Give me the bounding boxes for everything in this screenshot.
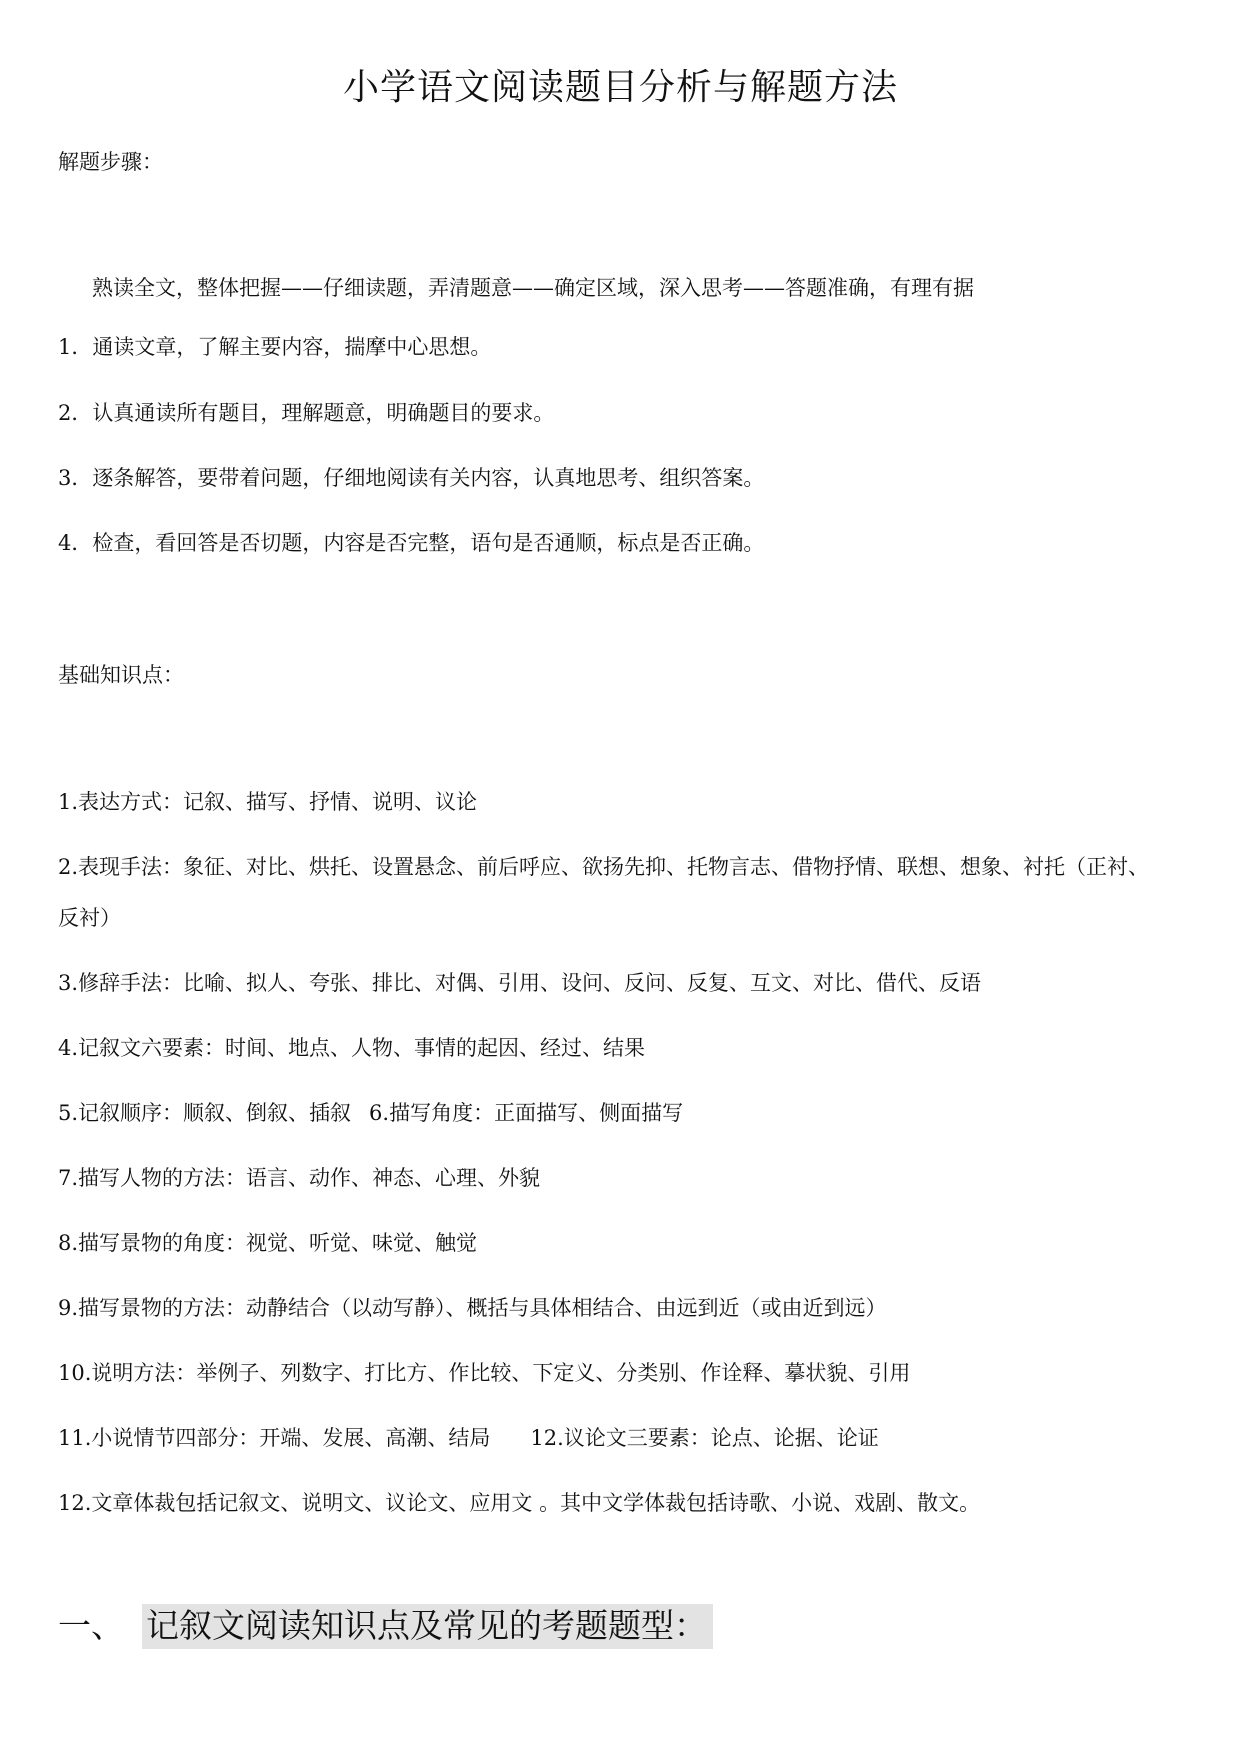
basics-item-7: 7.描写人物的方法：语言、动作、神态、心理、外貌 [58, 1166, 541, 1190]
basics-item-12a: 12.议论文三要素：论点、论据、论证 [530, 1426, 879, 1450]
basics-item-3: 3.修辞手法：比喻、拟人、夸张、排比、对偶、引用、设问、反问、反复、互文、对比、借代、反语 [58, 971, 982, 995]
basics-item-11: 11.小说情节四部分：开端、发展、高潮、结局 [58, 1426, 491, 1450]
basics-item-1: 1.表达方式：记叙、描写、抒情、说明、议论 [58, 790, 478, 814]
basics-item-12b: 12.文章体裁包括记叙文、说明文、议论文、应用文 。其中文学体裁包括诗歌、小说、戏剧、散文。 [58, 1491, 981, 1515]
basics-heading: 基础知识点： [58, 663, 184, 687]
step-item-2: 2．认真通读所有题目，理解题意，明确题目的要求。 [58, 401, 555, 425]
section-title: 记叙文阅读知识点及常见的考题题型： [142, 1604, 713, 1649]
basics-item-9: 9.描写景物的方法：动静结合（以动写静）、概括与具体相结合、由远到近（或由近到远） [58, 1296, 887, 1320]
basics-item-5: 5.记叙顺序：顺叙、倒叙、插叙 [58, 1101, 352, 1125]
step-item-1: 1．通读文章，了解主要内容，揣摩中心思想。 [58, 335, 492, 359]
page-title: 小学语文阅读题目分析与解题方法 [342, 67, 898, 108]
basics-item-4: 4.记叙文六要素：时间、地点、人物、事情的起因、经过、结果 [58, 1036, 646, 1060]
steps-heading: 解题步骤： [58, 150, 163, 174]
basics-item-11-12 [58, 1426, 879, 1451]
basics-item-6: 6.描写角度：正面描写、侧面描写 [369, 1101, 684, 1125]
basics-item-8: 8.描写景物的角度：视觉、听觉、味觉、触觉 [58, 1231, 478, 1255]
basics-item-5-6 [58, 1101, 683, 1126]
steps-summary: 熟读全文，整体把握——仔细读题，弄清题意——确定区域，深入思考——答题准确，有理有据 [92, 276, 974, 300]
basics-item-2-line2: 反衬） [58, 906, 121, 930]
step-item-4: 4．检查，看回答是否切题，内容是否完整，语句是否通顺，标点是否正确。 [58, 531, 765, 555]
basics-item-10: 10.说明方法：举例子、列数字、打比方、作比较、下定义、分类别、作诠释、摹状貌、引用 [58, 1361, 911, 1385]
step-item-3: 3．逐条解答，要带着问题，仔细地阅读有关内容，认真地思考、组织答案。 [58, 466, 765, 490]
section-heading-1 [58, 1606, 713, 1646]
section-number: 一、 [58, 1606, 124, 1645]
basics-item-2-line1: 2.表现手法：象征、对比、烘托、设置悬念、前后呼应、欲扬先抑、托物言志、借物抒情、联想、想象、衬托（正衬、 [58, 855, 1150, 879]
